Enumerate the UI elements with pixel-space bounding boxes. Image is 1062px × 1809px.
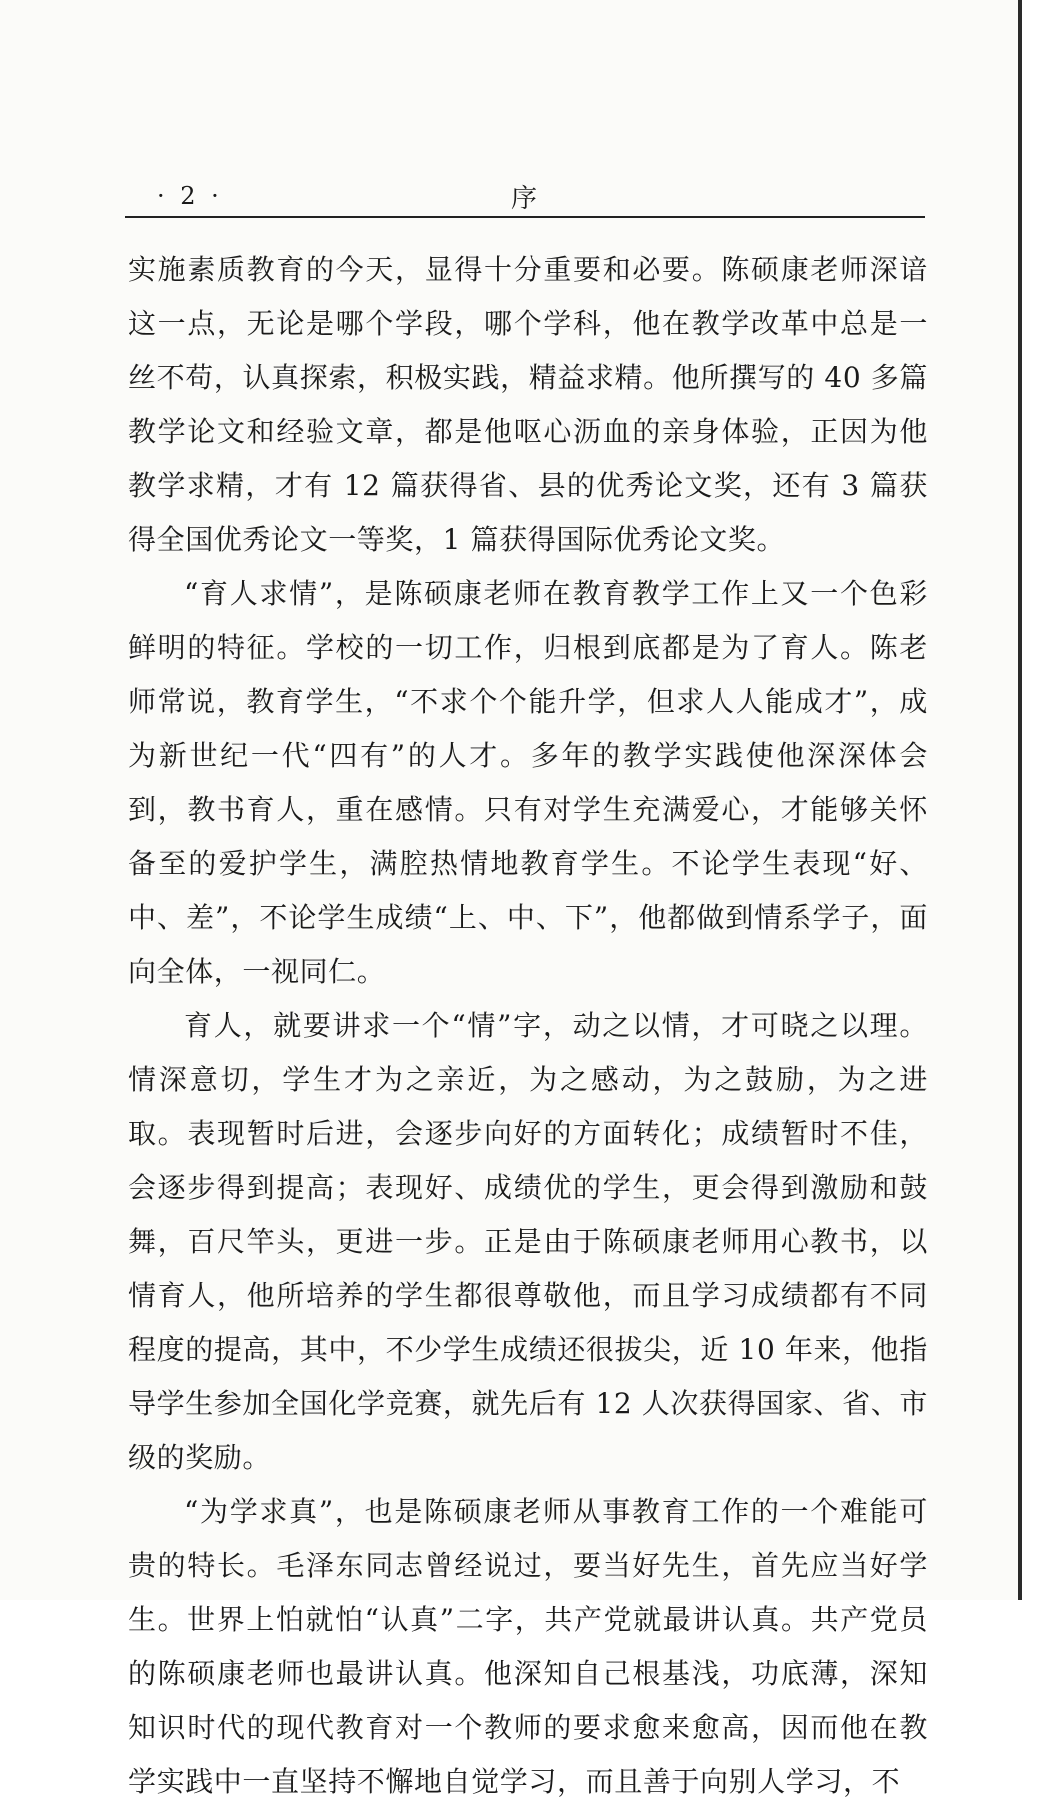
- paragraph: 育人，就要讲求一个“情”字，动之以情，才可晓之以理。情深意切，学生才为之亲近，为之感动，为之鼓励，为之进取。表现暂时后进，会逐步向好的方面转化；成绩暂时不佳，会逐步得到提高；表现好、成绩优的学生，更会得到激励和鼓舞，百尺竿头，更进一步。正是由于陈硕康老师用心教书，以情育人，他所培养的学生都很尊敬他，而且学习成绩都有不同程度的提高，其中，不少学生成绩还很拔尖，近 10 年来，他指导学生参加全国化学竞赛，就先后有 12 人次获得国家、省、市级的奖励。: [128, 1009, 928, 1474]
- running-title: 序: [511, 184, 538, 214]
- page-body: [128, 243, 928, 1809]
- scan-margin: [1022, 0, 1040, 1600]
- page-number: · 2 ·: [157, 182, 223, 210]
- paragraph: “为学求真”，也是陈硕康老师从事教育工作的一个难能可贵的特长。毛泽东同志曾经说过，要当好先生，首先应当好学生。世界上怕就怕“认真”二字，共产党就最讲认真。共产党员的陈硕康老师也最讲认真。他深知自己根基浅，功底薄，深知知识时代的现代教育对一个教师的要求愈来愈高，因而他在教学实践中一直坚持不懈地自觉学习，而且善于向别人学习，不: [128, 1495, 928, 1798]
- paragraph-continued: 实施素质教育的今天，显得十分重要和必要。陈硕康老师深谙这一点，无论是哪个学段，哪个学科，他在教学改革中总是一丝不苟，认真探索，积极实践，精益求精。他所撰写的 40 多篇教学论文和经验文章，都是他呕心沥血的亲身体验，正因为他教学求精，才有 12 篇获得省、县的优秀论文奖，还有 3 篇获得全国优秀论文一等奖，1 篇获得国际优秀论文奖。: [128, 253, 928, 556]
- page-header: [125, 178, 925, 218]
- paragraph: “育人求情”，是陈硕康老师在教育教学工作上又一个色彩鲜明的特征。学校的一切工作，归根到底都是为了育人。陈老师常说，教育学生，“不求个个能升学，但求人人能成才”，成为新世纪一代“四有”的人才。多年的教学实践使他深深体会到，教书育人，重在感情。只有对学生充满爱心，才能够关怀备至的爱护学生，满腔热情地教育学生。不论学生表现“好、中、差”，不论学生成绩“上、中、下”，他都做到情系学子，面向全体，一视同仁。: [128, 577, 928, 988]
